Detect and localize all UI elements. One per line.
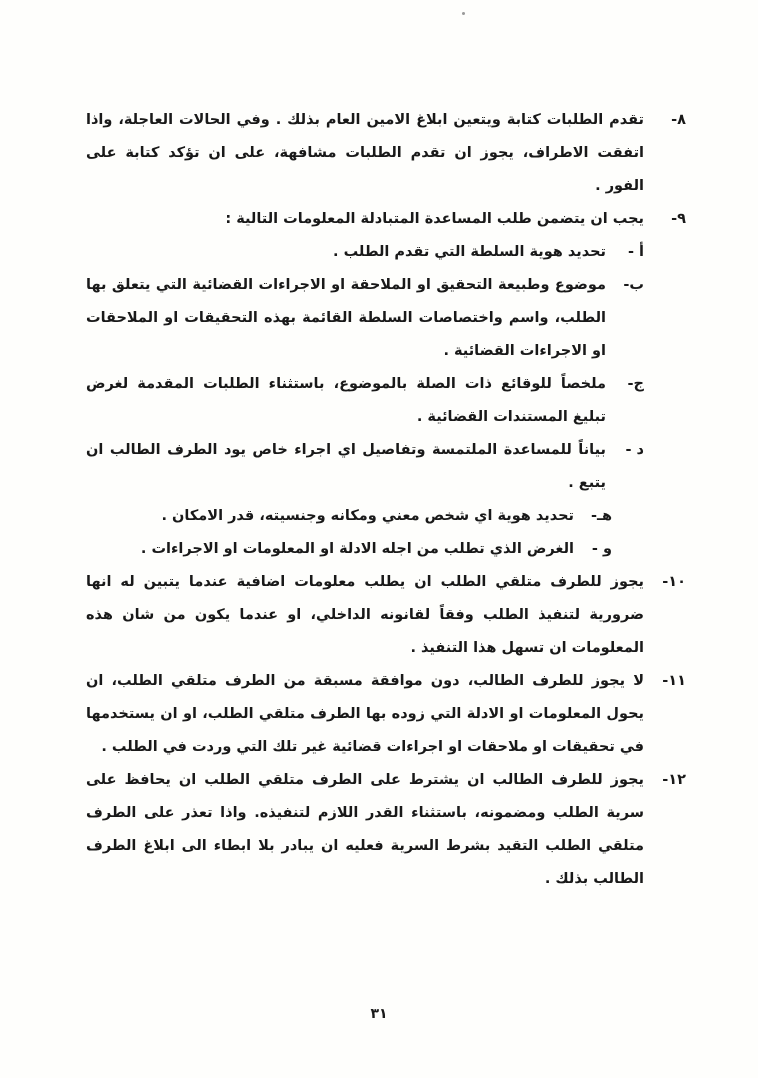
sub-list-item [86,236,686,269]
item-number: ١٢- [662,772,686,788]
item-text: يجب ان يتضمن طلب المساعدة المتبادلة المعلومات التالية : [225,211,644,227]
scan-speck [462,12,465,15]
item-text: يجوز للطرف متلقي الطلب ان يطلب معلومات اضافية عندما يتبين له انها ضرورية لتنفيذ الطلب وفقاً لقانونه الداخلي، او عندما يكون من شان هذه المعلومات ان تسهل هذا التنفيذ . [86,574,644,656]
list-item [86,764,686,896]
subitem-text: الغرض الذي تطلب من اجله الادلة او المعلومات او الاجراءات . [140,541,574,557]
item-text: يجوز للطرف الطالب ان يشترط على الطرف متلقي الطلب ان يحافظ على سرية الطلب ومضمونه، باستثناء القدر اللازم لتنفيذه. واذا تعذر على الطرف متلقي الطلب التقيد بشرط السرية فعليه ان يبادر بلا ابطاء الى ابلاغ الطرف الطالب بذلك . [86,772,644,887]
sub-list-item [86,269,686,368]
subitem-text: بياناً للمساعدة الملتمسة وتفاصيل اي اجراء خاص يود الطرف الطالب ان يتبع . [86,442,606,491]
sub-list-item [86,500,686,533]
subitem-marker: هـ- [590,508,612,524]
list-item [86,203,686,236]
item-number: ١٠- [662,574,686,590]
item-text: تقدم الطلبات كتابة ويتعين ابلاغ الامين العام بذلك . وفي الحالات العاجلة، واذا اتفقت الاطراف، يجوز ان تقدم الطلبات مشافهة، على ان تؤكد كتابة على الفور . [86,112,644,194]
subitem-marker: أ - [627,244,644,260]
list-item [86,104,686,203]
subitem-text: موضوع وطبيعة التحقيق او الملاحقة او الاجراءات القضائية التي يتعلق بها الطلب، واسم واختصاصات السلطة القائمة بهذه التحقيقات او الملاحقات او الاجراءات القضائية . [86,277,606,359]
item-number: ٨- [671,112,686,128]
subitem-marker: ج- [627,376,644,392]
clause-list [86,104,686,896]
sub-list-item [86,434,686,500]
list-item [86,566,686,665]
subitem-text: تحديد هوية اي شخص معني ومكانه وجنسيته، قدر الامكان . [161,508,574,524]
item-text: لا يجوز للطرف الطالب، دون موافقة مسبقة من الطرف متلقي الطلب، ان يحول المعلومات او الادلة التي زوده بها الطرف متلقي الطلب، او ان يستخدمها في تحقيقات او ملاحقات او اجراءات قضائية غير تلك التي وردت في الطلب . [86,673,644,755]
page-number: ٣١ [370,1006,388,1022]
subitem-marker: و - [591,541,612,557]
sub-list-item [86,368,686,434]
item-number: ١١- [662,673,686,689]
subitem-text: تحديد هوية السلطة التي تقدم الطلب . [333,244,606,260]
list-item [86,665,686,764]
subitem-marker: د - [625,442,644,458]
sub-list-item [86,533,686,566]
subitem-marker: ب- [623,277,644,293]
subitem-text: ملخصاً للوقائع ذات الصلة بالموضوع، باستثناء الطلبات المقدمة لغرض تبليغ المستندات القضائية . [86,376,606,425]
item-number: ٩- [671,211,686,227]
